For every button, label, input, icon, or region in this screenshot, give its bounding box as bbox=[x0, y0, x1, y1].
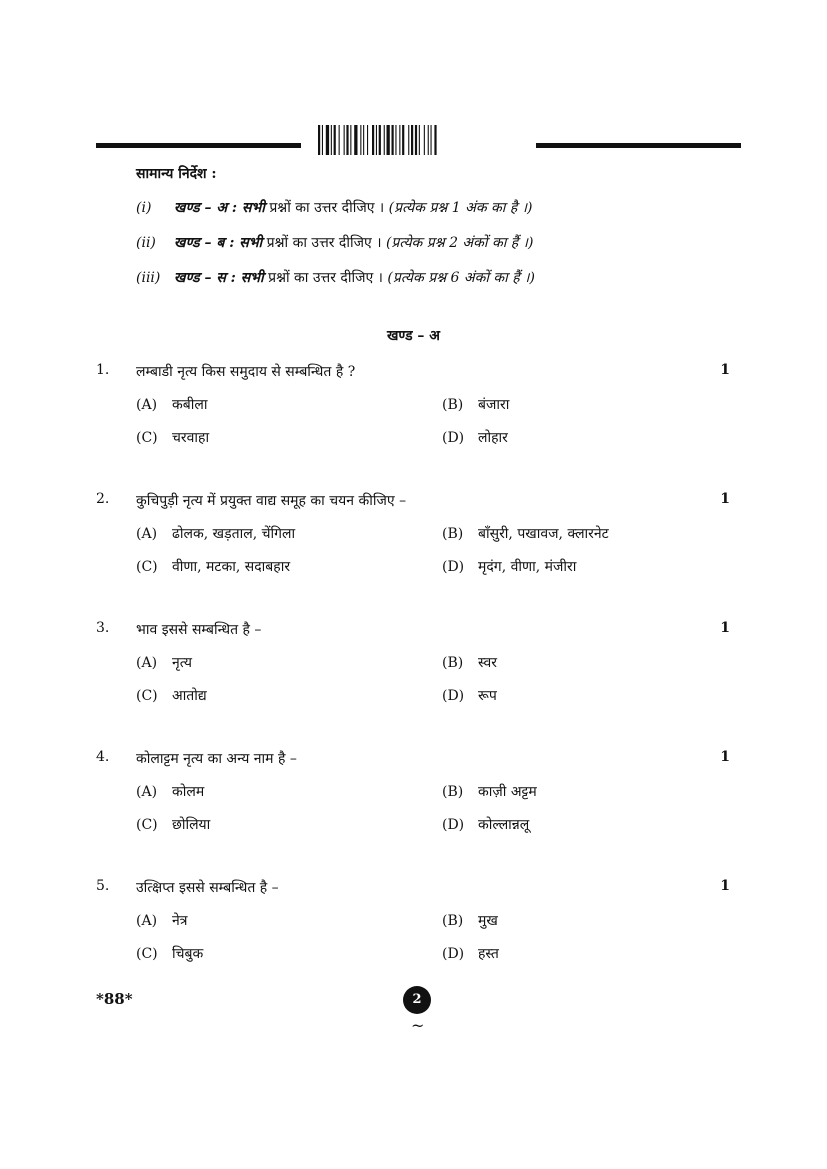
question-text: लम्बाडी नृत्य किस समुदाय से सम्बन्धित है ? bbox=[136, 364, 356, 380]
question-marks: 1 bbox=[720, 878, 730, 894]
option-b bbox=[442, 524, 609, 543]
option-text: नेत्र bbox=[172, 913, 188, 929]
option-b bbox=[442, 653, 497, 672]
header-rule-left bbox=[96, 143, 301, 148]
instruction-marks-note: (प्रत्येक प्रश्न 6 अंकों का हैं ।) bbox=[387, 270, 535, 286]
option-label: (C) bbox=[136, 817, 158, 833]
barcode-stripe bbox=[379, 125, 381, 155]
instruction-num: (ii) bbox=[136, 235, 156, 251]
instruction-num: (iii) bbox=[136, 270, 161, 286]
option-d bbox=[442, 557, 576, 576]
option-a bbox=[136, 653, 192, 672]
barcode-stripe bbox=[434, 125, 436, 155]
option-label: (A) bbox=[136, 397, 158, 413]
option-b bbox=[442, 395, 509, 414]
barcode-stripe bbox=[331, 125, 332, 155]
question-number: 2. bbox=[96, 491, 110, 507]
instruction-item bbox=[136, 233, 533, 252]
option-text: वीणा, मटका, सदाबहार bbox=[172, 559, 291, 575]
question-5 bbox=[96, 878, 736, 962]
option-text: हस्त bbox=[478, 946, 499, 962]
option-text: चिबुक bbox=[172, 946, 204, 962]
instruction-text: प्रश्नों का उत्तर दीजिए । bbox=[264, 200, 389, 216]
barcode-stripe bbox=[424, 125, 425, 155]
option-text: आतोद्य bbox=[172, 688, 207, 704]
page-tilde-mark: ~ bbox=[411, 1016, 425, 1035]
barcode-stripe bbox=[419, 125, 420, 155]
option-a bbox=[136, 782, 204, 801]
instructions-title: सामान्य निर्देश : bbox=[136, 166, 217, 182]
option-label: (A) bbox=[136, 655, 158, 671]
barcode-stripe bbox=[428, 125, 429, 155]
barcode-stripe bbox=[339, 125, 340, 155]
barcode-stripe bbox=[322, 125, 323, 155]
option-text: बाँसुरी, पखावज, क्लारनेट bbox=[478, 526, 609, 542]
question-2 bbox=[96, 491, 736, 575]
barcode-stripe bbox=[376, 125, 377, 155]
paper-code: *88* bbox=[96, 990, 133, 1008]
instruction-section: खण्ड – अ : सभी bbox=[174, 200, 265, 216]
barcode-stripe bbox=[399, 125, 400, 155]
option-label: (D) bbox=[442, 946, 465, 962]
option-label: (D) bbox=[442, 688, 465, 704]
option-text: बंजारा bbox=[478, 397, 510, 413]
barcode-stripe bbox=[411, 125, 413, 155]
barcode-stripe bbox=[408, 125, 409, 155]
question-3 bbox=[96, 620, 736, 704]
instruction-item bbox=[136, 198, 533, 217]
barcode-stripe bbox=[367, 125, 368, 155]
barcode-stripe bbox=[392, 125, 394, 155]
option-label: (B) bbox=[442, 913, 464, 929]
option-text: मृदंग, वीणा, मंजीरा bbox=[478, 559, 577, 575]
option-c bbox=[136, 815, 210, 834]
header-rule-right bbox=[536, 143, 741, 148]
barcode-stripe bbox=[318, 125, 320, 155]
option-text: कोलम bbox=[172, 784, 205, 800]
question-text: कोलाट्टम नृत्य का अन्य नाम है – bbox=[136, 751, 297, 767]
option-a bbox=[136, 395, 208, 414]
question-4 bbox=[96, 749, 736, 833]
option-d bbox=[442, 428, 508, 447]
page-number-badge: 2 bbox=[403, 986, 431, 1014]
option-b bbox=[442, 911, 498, 930]
option-label: (A) bbox=[136, 784, 158, 800]
question-number: 4. bbox=[96, 749, 110, 765]
barcode-stripe bbox=[387, 125, 390, 155]
option-d bbox=[442, 944, 499, 963]
option-a bbox=[136, 911, 188, 930]
barcode-stripe bbox=[431, 125, 432, 155]
option-label: (C) bbox=[136, 430, 158, 446]
question-1 bbox=[96, 362, 736, 446]
question-marks: 1 bbox=[720, 362, 730, 378]
option-c bbox=[136, 944, 203, 963]
barcode-icon bbox=[318, 125, 508, 155]
option-label: (B) bbox=[442, 784, 464, 800]
option-text: काज़ी अट्टम bbox=[478, 784, 537, 800]
option-text: लोहार bbox=[478, 430, 508, 446]
barcode-stripe bbox=[350, 125, 351, 155]
option-text: रूप bbox=[478, 688, 497, 704]
option-c bbox=[136, 557, 290, 576]
barcode-stripe bbox=[415, 125, 417, 155]
option-label: (A) bbox=[136, 913, 158, 929]
question-number: 5. bbox=[96, 878, 110, 894]
option-c bbox=[136, 686, 207, 705]
instruction-section: खण्ड – ब : सभी bbox=[174, 235, 263, 251]
barcode-stripe bbox=[326, 125, 329, 155]
question-marks: 1 bbox=[720, 620, 730, 636]
question-text: कुचिपुड़ी नृत्य में प्रयुक्त वाद्य समूह का चयन कीजिए – bbox=[136, 493, 407, 509]
instruction-marks-note: (प्रत्येक प्रश्न 1 अंक का है ।) bbox=[388, 200, 533, 216]
barcode-stripe bbox=[363, 125, 364, 155]
option-label: (D) bbox=[442, 430, 465, 446]
option-label: (D) bbox=[442, 817, 465, 833]
question-number: 3. bbox=[96, 620, 110, 636]
question-text: भाव इससे सम्बन्धित है – bbox=[136, 622, 262, 638]
section-title: खण्ड – अ bbox=[386, 328, 441, 344]
barcode-stripe bbox=[372, 125, 374, 155]
barcode-stripe bbox=[334, 125, 336, 155]
barcode-stripe bbox=[360, 125, 361, 155]
option-text: छोलिया bbox=[172, 817, 211, 833]
barcode-stripe bbox=[346, 125, 348, 155]
option-d bbox=[442, 686, 497, 705]
option-text: कबीला bbox=[172, 397, 208, 413]
option-a bbox=[136, 524, 295, 543]
question-number: 1. bbox=[96, 362, 110, 378]
instruction-text: प्रश्नों का उत्तर दीजिए । bbox=[262, 235, 386, 251]
option-text: नृत्य bbox=[172, 655, 192, 671]
question-text: उत्क्षिप्त इससे सम्बन्धित है – bbox=[136, 880, 279, 896]
option-b bbox=[442, 782, 537, 801]
option-text: कोल्लान्नलू bbox=[478, 817, 530, 833]
instruction-text: प्रश्नों का उत्तर दीजिए । bbox=[263, 270, 388, 286]
instruction-item bbox=[136, 268, 535, 287]
option-text: चरवाहा bbox=[172, 430, 210, 446]
barcode-stripe bbox=[384, 125, 385, 155]
option-text: मुख bbox=[478, 913, 498, 929]
option-label: (B) bbox=[442, 526, 464, 542]
barcode-stripe bbox=[344, 125, 345, 155]
instruction-num: (i) bbox=[136, 200, 152, 216]
question-marks: 1 bbox=[720, 491, 730, 507]
barcode-stripe bbox=[395, 125, 396, 155]
barcode-stripe bbox=[354, 125, 357, 155]
instruction-marks-note: (प्रत्येक प्रश्न 2 अंकों का हैं ।) bbox=[385, 235, 534, 251]
option-c bbox=[136, 428, 209, 447]
option-text: ढोलक, खड़ताल, चेंगिला bbox=[172, 526, 296, 542]
option-d bbox=[442, 815, 529, 834]
option-label: (C) bbox=[136, 559, 158, 575]
option-label: (A) bbox=[136, 526, 158, 542]
barcode-stripe bbox=[402, 125, 404, 155]
question-marks: 1 bbox=[720, 749, 730, 765]
option-label: (C) bbox=[136, 946, 158, 962]
option-text: स्वर bbox=[478, 655, 497, 671]
option-label: (D) bbox=[442, 559, 465, 575]
instruction-section: खण्ड – स : सभी bbox=[174, 270, 264, 286]
option-label: (B) bbox=[442, 397, 464, 413]
option-label: (C) bbox=[136, 688, 158, 704]
option-label: (B) bbox=[442, 655, 464, 671]
